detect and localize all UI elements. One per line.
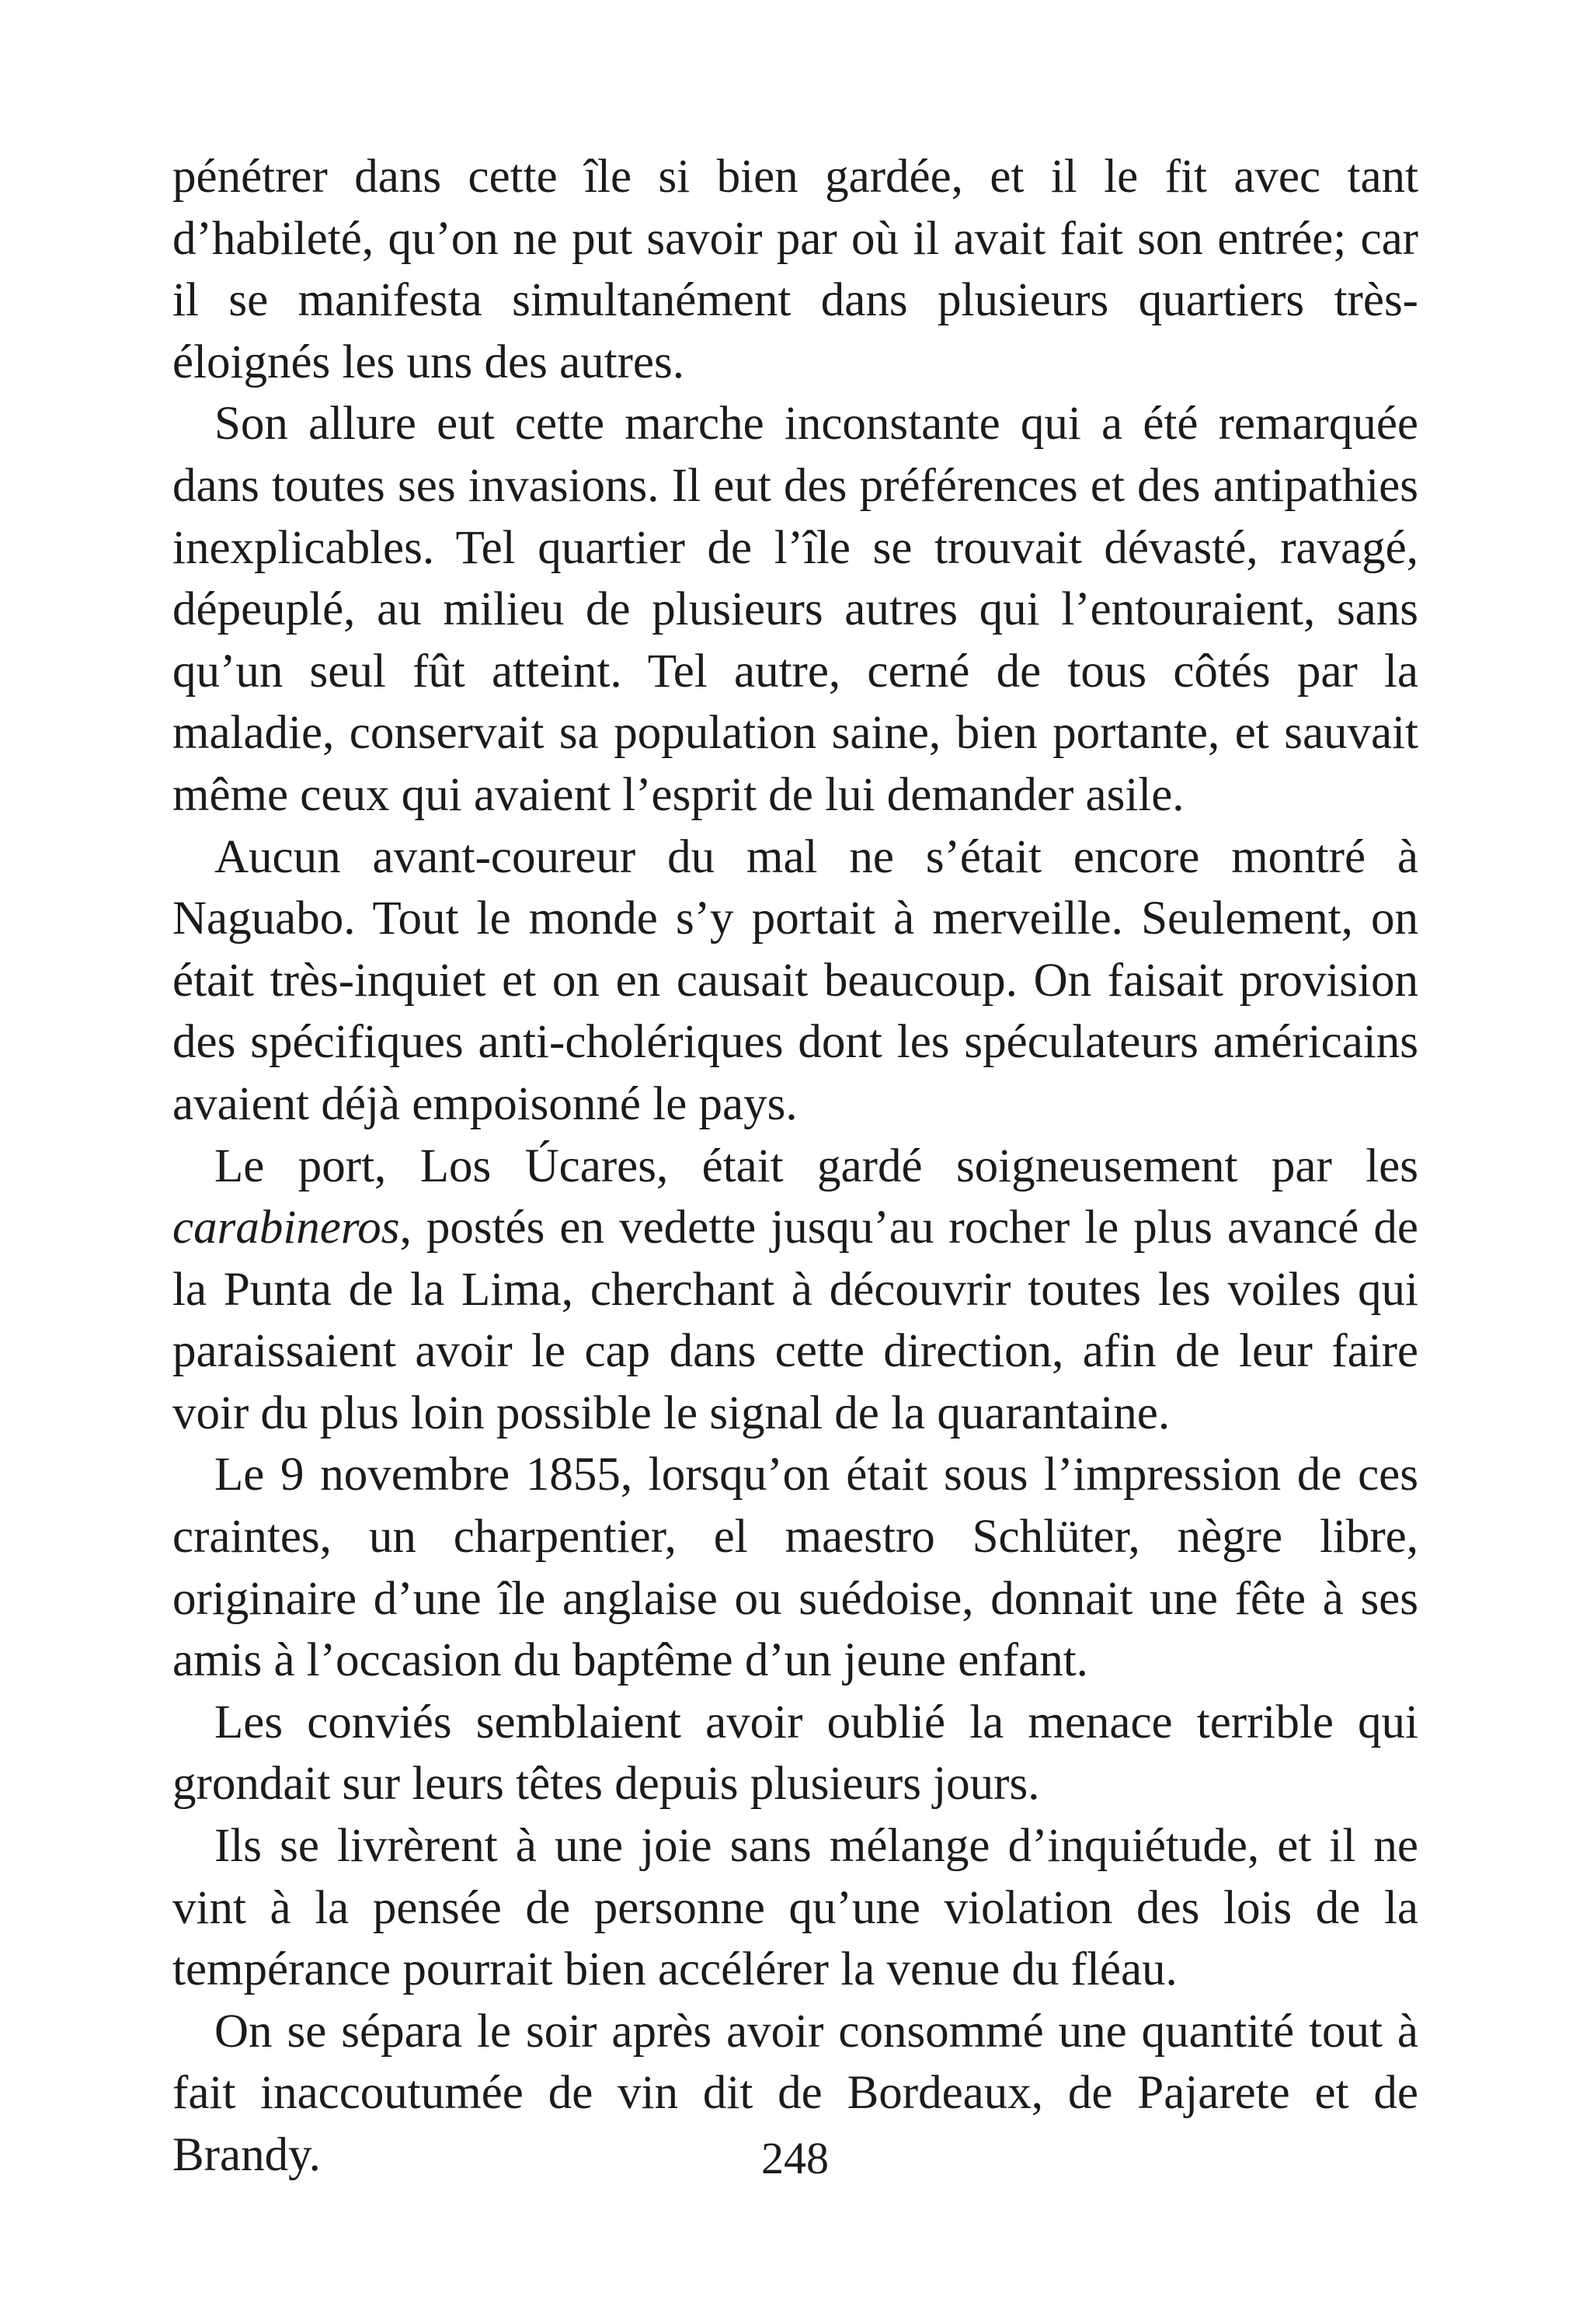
italic-term: carabineros <box>172 1202 400 1254</box>
paragraph: Les conviés semblaient avoir oublié la menace terrible qui grondait sur leurs têtes depuis plusieurs jours. <box>172 1696 1418 1811</box>
paragraph: On se sépara le soir après avoir consommé une quantité tout à fait inaccoutumée de vin dit de Bordeaux, de Pajarete et de Brandy. <box>172 2005 1418 2181</box>
paragraph: pénétrer dans cette île si bien gardée, et il le fit avec tant d’habileté, qu’on ne put savoir par où il avait fait son entrée; car il se manifesta simultanément dans plusieurs quartiers très-éloignés les uns des autres. <box>172 151 1418 388</box>
paragraph-text: , postés en vedette jusqu’au rocher le plus avancé de la Punta de la Lima, cherchant à découvrir toutes les voiles qui paraissaient avoir le cap dans cette direction, afin de leur faire voir du plus loin possible le signal de la quarantaine. <box>172 1202 1418 1439</box>
paragraph: Aucun avant-coureur du mal ne s’était encore montré à Naguabo. Tout le monde s’y portait à merveille. Seulement, on était très-inquiet et on en causait beaucoup. On faisait provision des spécifiques anti-cholériques dont les spéculateurs américains avaient déjà empoisonné le pays. <box>172 830 1418 1130</box>
paragraph: Son allure eut cette marche inconstante qui a été remarquée dans toutes ses invasions. Il eut des préférences et des antipathies inexplicables. Tel quartier de l’île se trouvait dévasté, ravagé, dépeuplé, au milieu de plusieurs autres qui l’entouraient, sans qu’un seul fût atteint. Tel autre, cerné de tous côtés par la maladie, conservait sa population saine, bien portante, et sauvait même ceux qui avaient l’esprit de lui demander asile. <box>172 398 1418 821</box>
page-number: 248 <box>761 2133 829 2183</box>
paragraph: Le 9 novembre 1855, lorsqu’on était sous l’impression de ces craintes, un charpentier, el maestro Schlüter, nègre libre, originaire d’une île anglaise ou suédoise, donnait une fête à ses amis à l’occasion du baptême d’un jeune enfant. <box>172 1449 1418 1687</box>
paragraph-text: Le port, Los Úcares, était gardé soigneusement par les <box>214 1139 1418 1192</box>
paragraph <box>172 1136 1418 1445</box>
page-body <box>172 146 1418 2187</box>
paragraph: Ils se livrèrent à une joie sans mélange d’inquiétude, et il ne vint à la pensée de personne qu’une violation des lois de la tempérance pourrait bien accélérer la venue du fléau. <box>172 1820 1418 1996</box>
